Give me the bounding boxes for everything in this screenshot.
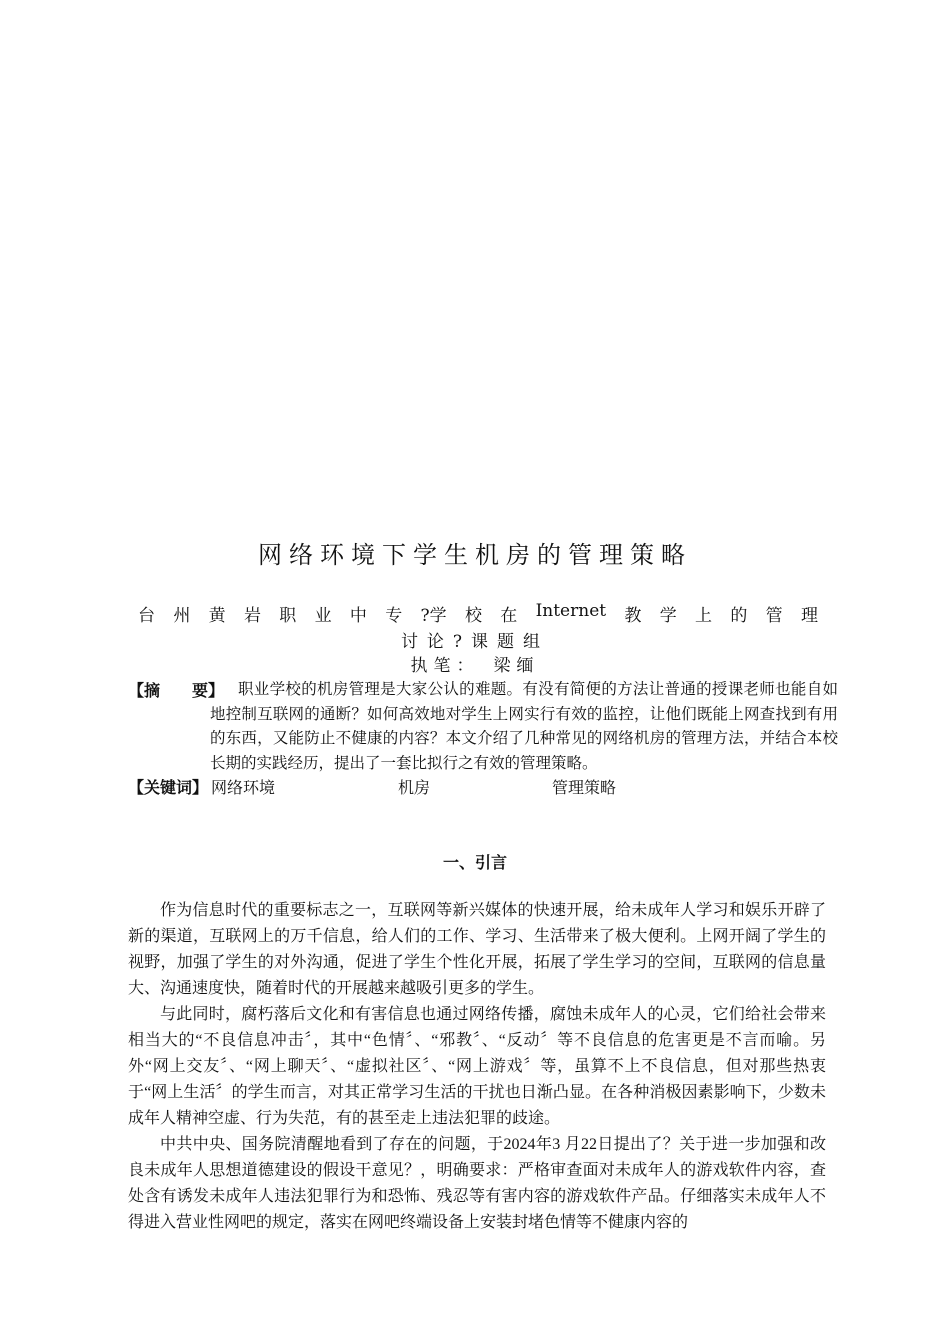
affiliation-line-1 bbox=[138, 601, 818, 626]
body-paragraph: 作为信息时代的重要标志之一，互联网等新兴媒体的快速开展，给未成年人学习和娱乐开辟了新的渠道，互联网上的万千信息，给人们的工作、学习、生活带来了极大便利。上网开阔了学生的视野，加强了学生的对外沟通，促进了学生个性化开展，拓展了学生学习的空间，互联网的信息量大、沟通速度快，随着时代的开展越来越吸引更多的学生。 bbox=[128, 902, 826, 997]
affiliation-char: 学 bbox=[659, 606, 677, 626]
affiliation-char: 黄 bbox=[208, 606, 226, 626]
abstract-label-left: 【摘 bbox=[128, 681, 161, 700]
affiliation-char: 台 bbox=[138, 606, 155, 626]
section-heading: 一、引言 bbox=[442, 853, 507, 872]
affiliation-char: Internet bbox=[535, 601, 607, 621]
affiliation-char: 教 bbox=[624, 606, 642, 626]
affiliation-line-2: 讨论?课题组 bbox=[400, 632, 550, 652]
affiliation-char: 岩 bbox=[243, 606, 261, 626]
affiliation-char: 中 bbox=[349, 606, 367, 626]
affiliation-char: ?学 bbox=[420, 606, 447, 626]
body-paragraph: 与此同时，腐朽落后文化和有害信息也通过网络传播，腐蚀未成年人的心灵，它们给社会带来相当大的“不良信息冲击〞，其中“色情〞、“邪教〞、“反动〞等不良信息的危害更是不言而喻。另外“网上交友〞、“网上聊天〞、“虚拟社区〞、“网上游戏〞等，虽算不上不良信息，但对那些热衷于“网上生活〞的学生而言，对其正常学习生活的干扰也日渐凸显。在各种消极因素影响下，少数未成年人精神空虚、行为失范，有的甚至走上违法犯罪的歧途。 bbox=[128, 1006, 826, 1127]
affiliation-char: 管 bbox=[765, 606, 783, 626]
author-line bbox=[0, 651, 950, 676]
keyword-item: 网络环境 bbox=[211, 778, 276, 797]
affiliation-char: 州 bbox=[173, 606, 191, 626]
affiliation-char: 的 bbox=[730, 606, 748, 626]
keyword-item: 管理策略 bbox=[552, 778, 617, 797]
affiliation-char: 理 bbox=[800, 606, 818, 626]
abstract-text: 职业学校的机房管理是大家公认的难题。有没有简便的方法让普通的授课老师也能自如地控制互联网的通断？如何高效地对学生上网实行有效的监控，让他们既能上网查找到有用的东西，又能防止不健康的内容？本文介绍了几种常见的网络机房的管理方法，并结合本校长期的实践经历，提出了一套比拟行之有效的管理策略。 bbox=[210, 680, 838, 772]
author-name: 梁缅 bbox=[493, 656, 540, 676]
affiliation-char: 校 bbox=[464, 606, 482, 626]
affiliation-char: 业 bbox=[314, 606, 332, 626]
body-paragraph: 中共中央、国务院清醒地看到了存在的问题，于2024年3 月22日提出了？关于进一步加强和改良未成年人思想道德建设的假设干意见？，明确要求：严格审查面对未成年人的游戏软件内容，查处含有诱发未成年人违法犯罪行为和恐怖、残忍等有害内容的游戏软件产品。仔细落实未成年人不得进入营业性网吧的规定，落实在网吧终端设备上安装封堵色情等不健康内容的 bbox=[128, 1136, 826, 1231]
keyword-item: 机房 bbox=[398, 778, 431, 797]
author-label: 执笔： bbox=[410, 656, 480, 676]
document-title: 网络环境下学生机房的管理策略 bbox=[258, 541, 692, 569]
affiliation-char: 职 bbox=[279, 606, 297, 626]
section-body bbox=[128, 898, 826, 1236]
affiliation-char: 上 bbox=[695, 606, 713, 626]
abstract-label-right: 要】 bbox=[192, 681, 225, 700]
affiliation-char: 专 bbox=[385, 606, 403, 626]
affiliation-char: 在 bbox=[500, 606, 518, 626]
keywords-label: 【关键词】 bbox=[128, 778, 209, 797]
